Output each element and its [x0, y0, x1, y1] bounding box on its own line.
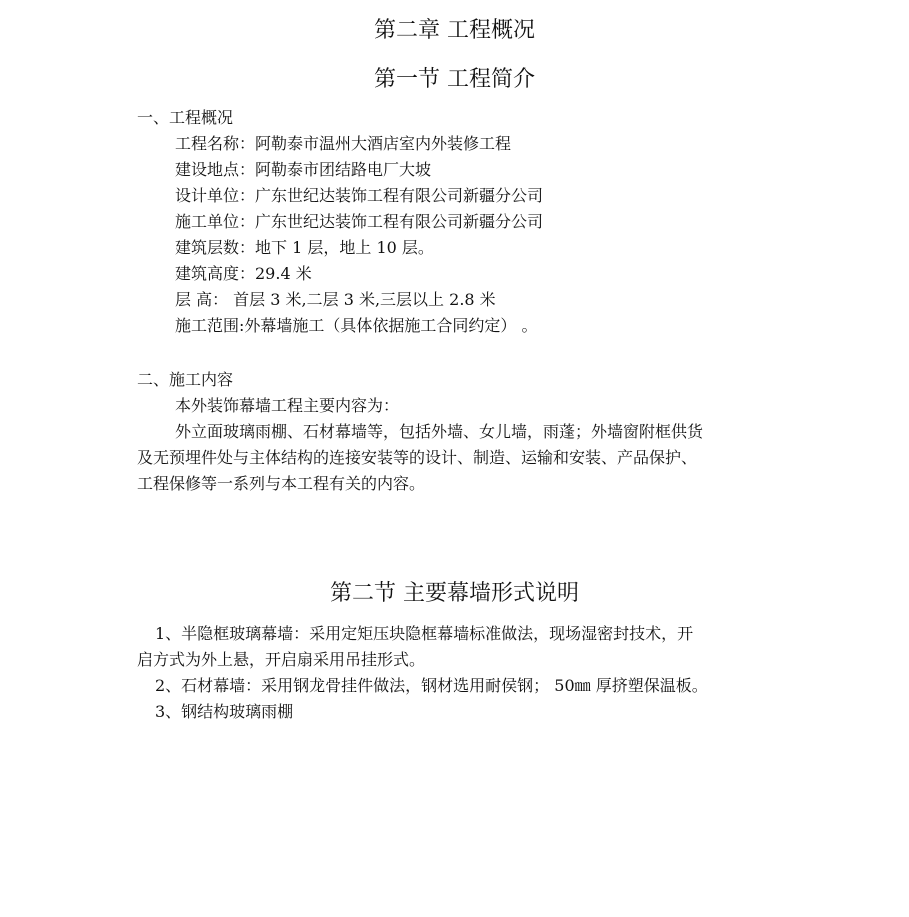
content-paragraph-line-3: 工程保修等一系列与本工程有关的内容。: [137, 474, 426, 493]
construction-scope: 施工范围:外幕墙施工（具体依据施工合同约定） 。: [175, 316, 538, 335]
content-paragraph-line-1: 外立面玻璃雨棚、石材幕墙等，包括外墙、女儿墙，雨蓬；外墙窗附框供货: [175, 422, 704, 441]
section2-title: 第二节 主要幕墙形式说明: [330, 581, 579, 606]
form-item-1-line-1: 1、半隐框玻璃幕墙：采用定矩压块隐框幕墙标准做法，现场湿密封技术，开: [155, 624, 694, 643]
construction-unit: 施工单位：广东世纪达装饰工程有限公司新疆分公司: [175, 212, 544, 231]
project-name: 工程名称：阿勒泰市温州大酒店室内外装修工程: [175, 134, 512, 153]
content-heading: 二、施工内容: [137, 370, 234, 389]
building-height: 建筑高度：29.4 米: [175, 264, 312, 283]
chapter-title: 第二章 工程概况: [374, 18, 535, 43]
content-intro: 本外装饰幕墙工程主要内容为：: [175, 396, 400, 415]
overview-heading: 一、工程概况: [137, 108, 234, 127]
form-item-2: 2、石材幕墙：采用钢龙骨挂件做法，钢材选用耐侯钢； 50㎜ 厚挤塑保温板。: [155, 676, 708, 695]
design-unit: 设计单位：广东世纪达装饰工程有限公司新疆分公司: [175, 186, 544, 205]
building-floors: 建筑层数：地下 1 层，地上 10 层。: [175, 238, 434, 257]
project-location: 建设地点：阿勒泰市团结路电厂大坡: [175, 160, 432, 179]
form-item-1-line-2: 启方式为外上悬，开启扇采用吊挂形式。: [137, 650, 426, 669]
content-paragraph-line-2: 及无预埋件处与主体结构的连接安装等的设计、制造、运输和安装、产品保护、: [137, 448, 698, 467]
floor-height: 层 高： 首层 3 米,二层 3 米,三层以上 2.8 米: [175, 290, 496, 309]
section1-title: 第一节 工程简介: [374, 67, 535, 92]
form-item-3: 3、钢结构玻璃雨棚: [155, 702, 294, 721]
